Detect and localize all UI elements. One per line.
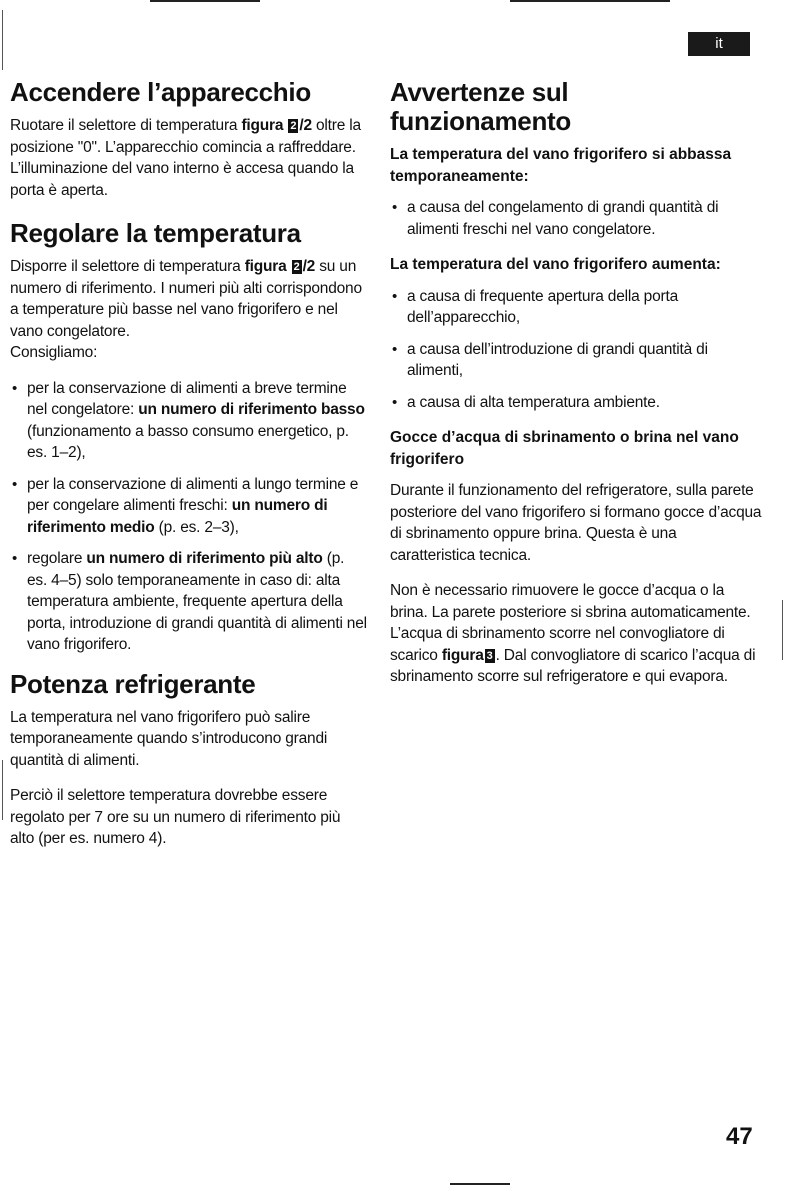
figure-number-box: 2 — [293, 261, 300, 273]
text: per la conservazione di alimenti a breve termine nel congelatore: — [27, 379, 347, 418]
list-item — [10, 474, 368, 539]
list-item: • a causa di frequente apertura della porta dell’apparecchio, — [390, 286, 762, 329]
list-item: • a causa di alta temperatura ambiente. — [390, 392, 762, 414]
text: per la conservazione di alimenti a lungo termine e per congelare alimenti freschi: — [27, 475, 359, 514]
figure-suffix: /2 — [299, 117, 312, 134]
list-item: • a causa del congelamento di grandi quantità di alimenti freschi nel vano congelatore. — [390, 197, 762, 240]
text: Non è necessario rimuovere le gocce d’acqua o la brina. La parete posteriore si sbrina automaticamente. L’acqua di sbrinamento scorre nel convogliatore di scarico — [390, 582, 751, 664]
text: (funzionamento a basso consumo energetico, p. es. 1–2), — [27, 422, 349, 461]
emphasis: un numero di riferimento basso — [138, 401, 365, 418]
margin-mark — [2, 760, 3, 820]
text: . Dal convogliatore di scarico l’acqua di sbrinamento scorre sul refrigeratore e qui evapora. — [390, 646, 756, 685]
section-title: Regolare la temperatura — [10, 218, 301, 248]
emphasis: un numero di riferimento più alto — [86, 550, 323, 567]
text: Ruotare il selettore di temperatura — [10, 117, 242, 134]
figure-number-box: 3 — [486, 649, 493, 662]
top-rule-left — [150, 0, 260, 2]
paragraph: Consigliamo: — [10, 344, 98, 361]
figure-label: figura — [441, 646, 484, 664]
figure-number-box: 2 — [290, 120, 297, 132]
section-title: Avvertenze sul funzionamento — [390, 77, 571, 136]
language-badge: it — [688, 32, 750, 56]
list-item: • a causa dell’introduzione di grandi quantità di alimenti, — [390, 339, 762, 382]
text: Disporre il selettore di temperatura — [10, 258, 245, 275]
subheading: Gocce d’acqua di sbrinamento o brina nel vano frigorifero — [390, 429, 739, 468]
list-item — [10, 548, 368, 656]
text: su un numero di riferimento. I numeri più alti corrispondono a temperature più basse nel vano frigorifero e nel vano congelatore. — [10, 258, 362, 340]
figure-label: figura — [244, 258, 291, 275]
page-number: 47 — [726, 1123, 753, 1150]
section-potenza — [10, 670, 368, 850]
figure-reference — [245, 258, 315, 275]
text: (p. es. 4–5) solo temporaneamente in caso di: alta temperatura ambiente, frequente apertura della porta, introduzione di grandi quantità di alimenti nel vano frigorifero. — [27, 550, 367, 653]
margin-mark — [782, 600, 783, 660]
paragraph: La temperatura nel vano frigorifero può salire temporaneamente quando s’introducono grandi quantità di alimenti. — [10, 708, 328, 769]
paragraph — [10, 256, 368, 342]
section-accendere — [10, 78, 368, 201]
paragraph — [390, 580, 762, 688]
left-column — [10, 78, 368, 864]
figure-reference — [241, 117, 311, 134]
bottom-rule — [450, 1183, 510, 1185]
paragraph: Durante il funzionamento del refrigeratore, sulla parete posteriore del vano frigorifero si formano gocce d’acqua di sbrinamento oppure brina. Questa è una caratteristica tecnica. — [390, 482, 762, 564]
text: regolare — [27, 550, 87, 567]
section-regolare — [10, 219, 368, 656]
paragraph: Perciò il selettore temperatura dovrebbe essere regolato per 7 ore su un numero di riferimento più alto (per es. numero 4). — [10, 787, 341, 847]
recommendation-list — [10, 378, 368, 656]
section-title: Accendere l’apparecchio — [10, 77, 311, 107]
emphasis: un numero di riferimento medio — [27, 497, 328, 536]
figure-reference — [442, 647, 496, 664]
text: oltre la posizione "0". L’apparecchio comincia a raffreddare. L’illuminazione del vano interno è accesa quando la porta è aperta. — [10, 117, 361, 199]
bullet-list — [390, 197, 762, 240]
text: (p. es. 2–3), — [154, 518, 239, 536]
subheading: La temperatura del vano frigorifero aumenta: — [390, 256, 721, 273]
subheading: La temperatura del vano frigorifero si abbassa temporaneamente: — [390, 146, 732, 185]
bullet-list — [390, 286, 762, 414]
right-column — [390, 78, 762, 702]
margin-mark — [2, 10, 3, 70]
top-rule-right — [510, 0, 670, 2]
figure-label: figura — [241, 117, 288, 134]
section-title: Potenza refrigerante — [10, 668, 256, 699]
list-item — [10, 378, 368, 464]
paragraph — [10, 115, 368, 201]
figure-suffix: /2 — [302, 258, 316, 275]
